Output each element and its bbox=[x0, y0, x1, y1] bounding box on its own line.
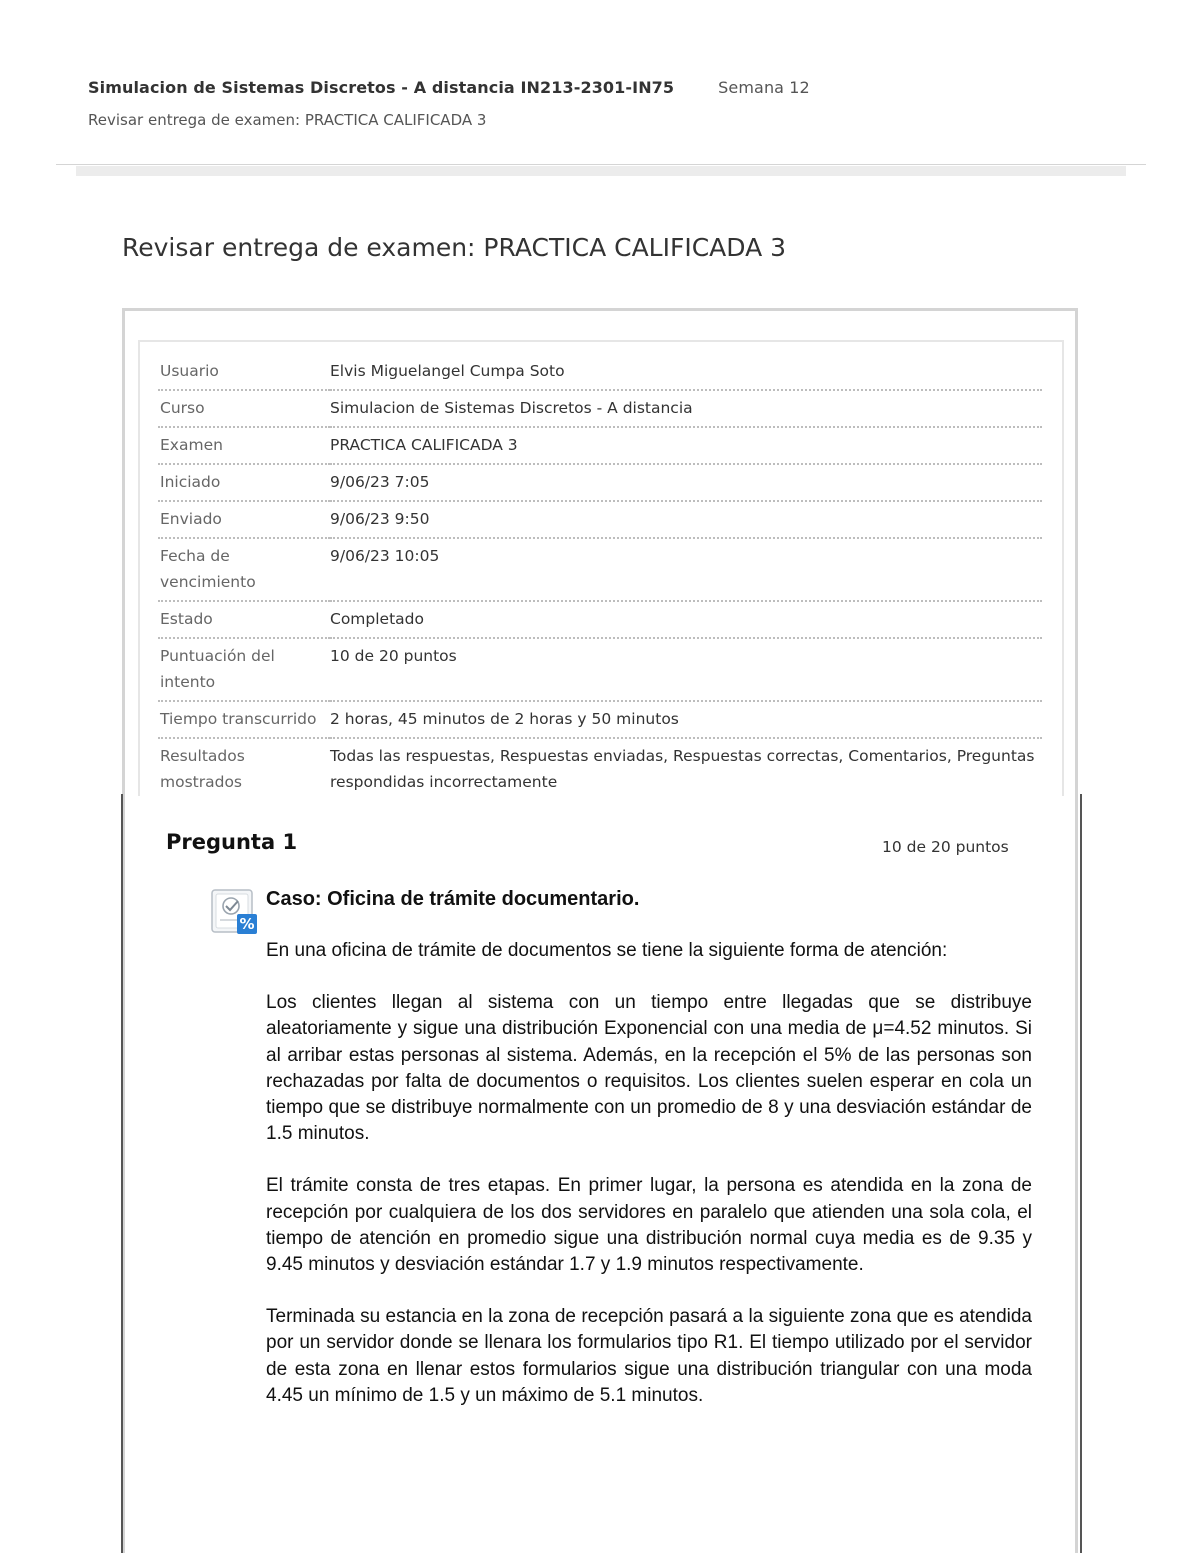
info-value: 9/06/23 10:05 bbox=[330, 538, 1042, 601]
info-row-fecha-vencimiento bbox=[158, 538, 1042, 601]
header-divider bbox=[56, 164, 1146, 165]
info-value: Simulacion de Sistemas Discretos - A distancia bbox=[330, 390, 1042, 427]
info-row-iniciado bbox=[158, 464, 1042, 501]
info-value: Elvis Miguelangel Cumpa Soto bbox=[330, 354, 1042, 390]
question-paragraph: Terminada su estancia en la zona de recepción pasará a la siguiente zona que es atendida por un servidor donde se llenara los formularios tipo R1. El tiempo utilizado por el servidor de esta zona en llenar estos formularios sigue una distribución triangular con una moda 4.45 un mínimo de 1.5 y un máximo de 5.1 minutos. bbox=[266, 1306, 1032, 1406]
info-label: Puntuación del intento bbox=[158, 638, 330, 701]
info-row-examen bbox=[158, 427, 1042, 464]
info-row-estado bbox=[158, 601, 1042, 638]
page-title: Revisar entrega de examen: PRACTICA CALIFICADA 3 bbox=[122, 232, 787, 262]
info-value: 9/06/23 9:50 bbox=[330, 501, 1042, 538]
info-label: Estado bbox=[158, 601, 330, 638]
info-value: Todas las respuestas, Respuestas enviadas, Respuestas correctas, Comentarios, Preguntas respondidas incorrectamente bbox=[330, 747, 1035, 791]
info-value: 10 de 20 puntos bbox=[330, 638, 1042, 701]
info-label: Tiempo transcurrido bbox=[158, 701, 330, 738]
breadcrumb-area bbox=[88, 78, 810, 129]
info-row-puntuacion bbox=[158, 638, 1042, 701]
breadcrumb: Revisar entrega de examen: PRACTICA CALIFICADA 3 bbox=[88, 111, 487, 129]
info-row-enviado bbox=[158, 501, 1042, 538]
course-title-link[interactable]: Simulacion de Sistemas Discretos - A distancia IN213-2301-IN75 bbox=[88, 78, 675, 97]
week-label[interactable]: Semana 12 bbox=[718, 78, 810, 97]
info-value: Completado bbox=[330, 601, 1042, 638]
info-row-usuario bbox=[158, 354, 1042, 390]
info-row-curso bbox=[158, 390, 1042, 427]
info-label: Enviado bbox=[158, 501, 330, 538]
info-label: Resultados mostrados bbox=[160, 747, 245, 791]
info-label: Fecha de vencimiento bbox=[158, 538, 330, 601]
question-points: 10 de 20 puntos bbox=[882, 838, 1009, 856]
header-band bbox=[76, 166, 1126, 176]
info-row-tiempo bbox=[158, 701, 1042, 738]
info-label: Iniciado bbox=[158, 464, 330, 501]
info-value: PRACTICA CALIFICADA 3 bbox=[330, 427, 1042, 464]
info-value: 9/06/23 7:05 bbox=[330, 464, 1042, 501]
svg-text:%: % bbox=[239, 915, 255, 933]
info-label: Usuario bbox=[158, 354, 330, 390]
info-label: Examen bbox=[158, 427, 330, 464]
info-row-resultados bbox=[158, 738, 1042, 800]
info-value: 2 horas, 45 minutos de 2 horas y 50 minutos bbox=[330, 701, 1042, 738]
question-paragraph: En una oficina de trámite de documentos se tiene la siguiente forma de atención: bbox=[266, 940, 948, 961]
info-label: Curso bbox=[158, 390, 330, 427]
question-title: Pregunta 1 bbox=[166, 830, 298, 854]
question-paragraph: Los clientes llegan al sistema con un tiempo entre llegadas que se distribuye aleatoriamente y sigue una distribución Exponencial con una media de μ=4.52 minutos. Si al arribar estas personas al sistema. Además, en la recepción el 5% de las personas son rechazadas por falta de documentos o requisitos. Los clientes suelen esperar en cola un tiempo que se distribuye normalmente con un promedio de 8 y una desviación estándar de 1.5 minutos. bbox=[266, 992, 1032, 1145]
case-title: Caso: Oficina de trámite documentario. bbox=[266, 888, 640, 910]
question-paragraph: El trámite consta de tres etapas. En primer lugar, la persona es atendida en la zona de recepción por cualquiera de los dos servidores en paralelo que atienden una sola cola, el tiempo de atención en promedio sigue una distribución normal cuya media es de 9.35 y 9.45 minutos y desviación estándar 1.7 y 1.9 minutos respectivamente. bbox=[266, 1175, 1032, 1276]
question-body bbox=[266, 886, 1032, 1435]
course-header bbox=[88, 78, 810, 97]
quiz-percent-icon bbox=[210, 886, 260, 936]
attempt-info-table bbox=[158, 354, 1042, 800]
